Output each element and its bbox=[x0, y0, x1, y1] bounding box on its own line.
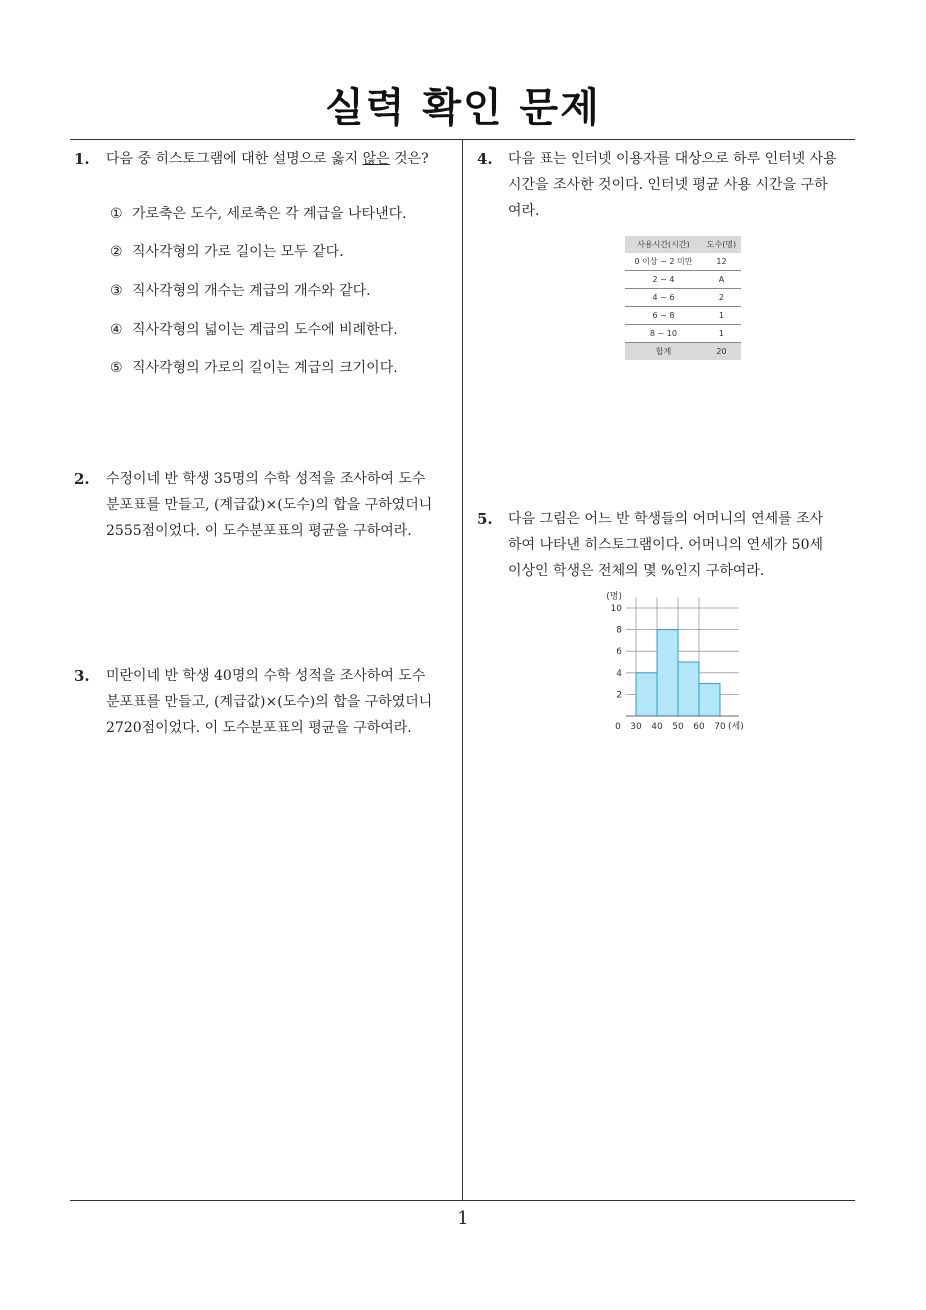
table-header-count: 도수(명) bbox=[702, 236, 741, 253]
table-cell: A bbox=[702, 271, 741, 289]
table-cell: 1 bbox=[702, 307, 741, 325]
q2-line-1: 수정이네 반 학생 35명의 수학 성적을 조사하여 도수 bbox=[106, 471, 426, 487]
q3-line-1: 미란이네 반 학생 40명의 수학 성적을 조사하여 도수 bbox=[106, 668, 426, 684]
table-row bbox=[625, 253, 741, 271]
q1-option-1 bbox=[110, 203, 407, 223]
q4-line-1: 다음 표는 인터넷 이용자를 대상으로 하루 인터넷 사용 bbox=[508, 151, 837, 167]
q1-number: 1. bbox=[74, 150, 90, 168]
table-row bbox=[625, 271, 741, 289]
x-tick-label: 60 bbox=[693, 722, 705, 732]
q3-line-2: 분포표를 만들고, (계급값)×(도수)의 합을 구하였더니 bbox=[106, 694, 433, 710]
q1-text-after: 것은? bbox=[389, 151, 429, 167]
q1-text-before: 다음 중 히스토그램에 대한 설명으로 옳지 bbox=[106, 151, 363, 167]
q1-option-4 bbox=[110, 319, 398, 339]
y-tick-label: 6 bbox=[616, 647, 622, 658]
table-row bbox=[625, 289, 741, 307]
histogram-bar bbox=[657, 630, 678, 716]
table-total-value: 20 bbox=[702, 343, 741, 361]
table-cell: 8 ~ 10 bbox=[625, 325, 702, 343]
q1-option-5-text: 직사각형의 가로의 길이는 계급의 크기이다. bbox=[132, 360, 398, 376]
x-tick-label: 40 bbox=[651, 722, 663, 732]
q1-option-5-mark: ⑤ bbox=[110, 360, 123, 376]
x-axis-unit: (세) bbox=[728, 722, 744, 732]
histogram-bar bbox=[699, 684, 720, 716]
y-tick-label: 8 bbox=[616, 625, 622, 636]
y-tick-label: 2 bbox=[616, 690, 622, 701]
table-row bbox=[625, 325, 741, 343]
q5-question bbox=[508, 506, 823, 584]
q2-number: 2. bbox=[74, 470, 90, 488]
bottom-rule bbox=[70, 1200, 855, 1201]
q1-option-2-mark: ② bbox=[110, 244, 123, 260]
q5-line-2: 하여 나타낸 히스토그램이다. 어머니의 연세가 50세 bbox=[508, 537, 823, 553]
y-axis-unit: (명) bbox=[606, 592, 622, 602]
table-header-time: 사용시간(시간) bbox=[625, 236, 702, 253]
q3-question bbox=[106, 663, 432, 741]
table-cell: 0 이상 ~ 2 미만 bbox=[625, 253, 702, 271]
y-tick-label: 4 bbox=[616, 668, 622, 679]
q4-number: 4. bbox=[477, 150, 493, 168]
page-title: 실력 확인 문제 bbox=[325, 85, 601, 131]
q1-option-1-mark: ① bbox=[110, 206, 123, 222]
q1-option-4-mark: ④ bbox=[110, 322, 123, 338]
table-row bbox=[625, 307, 741, 325]
column-divider bbox=[462, 139, 463, 1201]
q5-line-3: 이상인 학생은 전체의 몇 %인지 구하여라. bbox=[508, 563, 765, 579]
q1-question bbox=[106, 146, 429, 172]
q5-line-1: 다음 그림은 어느 반 학생들의 어머니의 연세를 조사 bbox=[508, 511, 824, 527]
histogram-bar bbox=[636, 673, 657, 716]
x-tick-label: 70 bbox=[714, 722, 726, 732]
x-tick-label: 50 bbox=[672, 722, 684, 732]
q2-question bbox=[106, 466, 432, 544]
table-cell: 1 bbox=[702, 325, 741, 343]
y-tick-label: 10 bbox=[610, 604, 622, 614]
q1-option-3-mark: ③ bbox=[110, 283, 123, 299]
q1-option-2-text: 직사각형의 가로 길이는 모두 같다. bbox=[132, 244, 344, 260]
q1-option-4-text: 직사각형의 넓이는 계급의 도수에 비례한다. bbox=[132, 322, 398, 338]
table-cell: 2 ~ 4 bbox=[625, 271, 702, 289]
q1-option-1-text: 가로축은 도수, 세로축은 각 계급을 나타낸다. bbox=[132, 206, 407, 222]
table-cell: 4 ~ 6 bbox=[625, 289, 702, 307]
q2-line-2: 분포표를 만들고, (계급값)×(도수)의 합을 구하였더니 bbox=[106, 497, 433, 513]
q2-line-3: 2555점이었다. 이 도수분포표의 평균을 구하여라. bbox=[106, 523, 412, 539]
histogram-bar bbox=[678, 662, 699, 716]
q3-number: 3. bbox=[74, 667, 90, 685]
q3-line-3: 2720점이었다. 이 도수분포표의 평균을 구하여라. bbox=[106, 720, 412, 736]
q4-line-2: 시간을 조사한 것이다. 인터넷 평균 사용 시간을 구하 bbox=[508, 177, 828, 193]
q4-line-3: 여라. bbox=[508, 203, 540, 219]
q4-question bbox=[508, 146, 837, 224]
q1-option-5 bbox=[110, 357, 398, 377]
x-tick-label: 30 bbox=[630, 722, 642, 732]
q1-option-3-text: 직사각형의 개수는 계급의 개수와 같다. bbox=[132, 283, 371, 299]
q1-text-underlined: 않은 bbox=[362, 151, 390, 167]
table-total-row bbox=[625, 343, 741, 361]
q1-option-3 bbox=[110, 280, 371, 300]
frequency-table bbox=[625, 236, 741, 360]
page-number: 1 bbox=[457, 1208, 469, 1229]
table-cell: 6 ~ 8 bbox=[625, 307, 702, 325]
histogram-chart bbox=[596, 586, 776, 738]
table-total-label: 합계 bbox=[625, 343, 702, 361]
q1-option-2 bbox=[110, 241, 344, 261]
table-cell: 2 bbox=[702, 289, 741, 307]
q5-number: 5. bbox=[477, 510, 493, 528]
x-tick-label: 0 bbox=[615, 722, 621, 732]
table-cell: 12 bbox=[702, 253, 741, 271]
